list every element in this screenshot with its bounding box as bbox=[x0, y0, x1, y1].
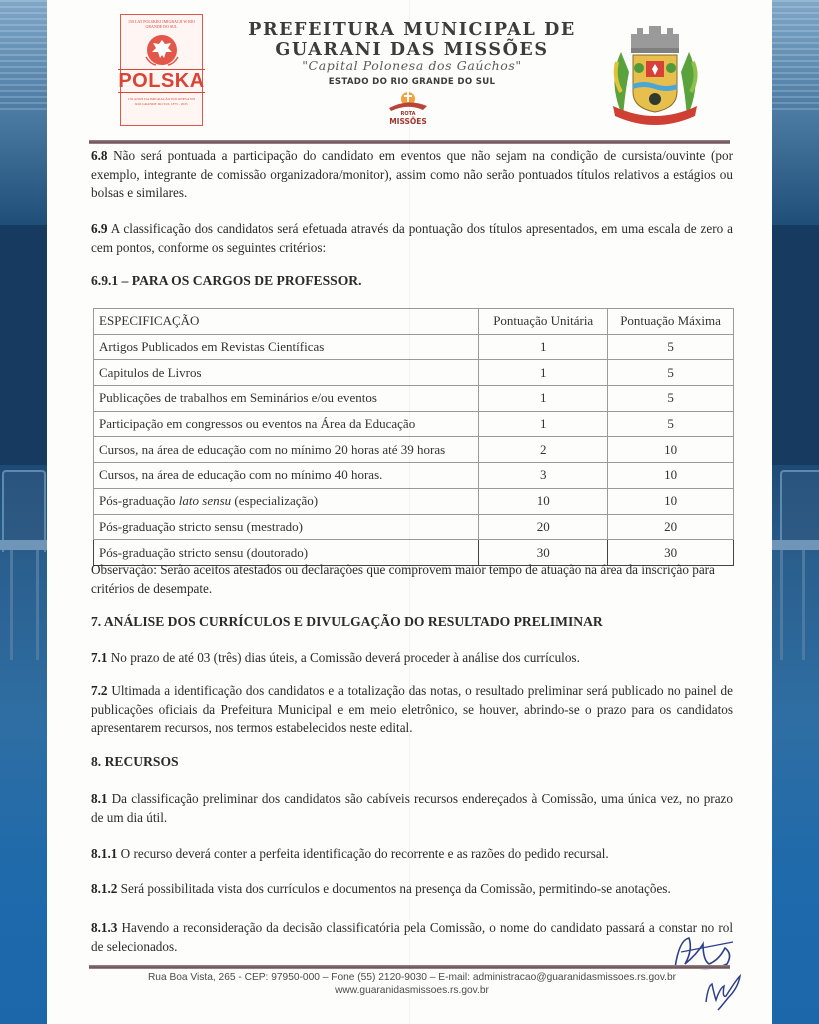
paragraph-text: A classificação dos candidatos será efetuada através da pontuação dos títulos apresentados, em uma escala de zero a cem pontos, conforme os seguintes critérios: bbox=[91, 221, 734, 255]
heading-8: 8. RECURSOS bbox=[91, 754, 179, 769]
paragraph-8-1-2 bbox=[91, 880, 733, 899]
cell-max-points: 5 bbox=[608, 360, 734, 386]
municipality-motto: "Capital Polonesa dos Gaúchos" bbox=[302, 58, 522, 73]
cell-specification: Cursos, na área de educação com no mínimo 20 horas até 39 horas bbox=[94, 437, 479, 463]
cell-unit-points: 20 bbox=[479, 514, 608, 540]
cell-specification: Publicações de trabalhos em Seminários e/ou eventos bbox=[94, 386, 479, 412]
paragraph-text: Havendo a reconsideração da decisão classificatória pela Comissão, o nome do candidato passará a constar no rol de selecionados. bbox=[91, 920, 733, 954]
cell-specification: Participação em congressos ou eventos na Área da Educação bbox=[94, 411, 479, 437]
paragraph-text: Será possibilitada vista dos currículos e documentos na presença da Comissão, permitindo-se anotações. bbox=[120, 881, 671, 896]
state-name: ESTADO DO RIO GRANDE DO SUL bbox=[328, 77, 496, 87]
paragraph-number: 6.9 bbox=[91, 221, 108, 236]
cell-unit-points: 3 bbox=[479, 463, 608, 489]
rota-missoes-icon bbox=[383, 90, 433, 112]
cell-specification: Capitulos de Livros bbox=[94, 360, 479, 386]
document-page bbox=[47, 0, 772, 1024]
paragraph-number: 7.2 bbox=[91, 683, 108, 698]
cell-unit-points: 1 bbox=[479, 411, 608, 437]
cell-max-points: 10 bbox=[608, 437, 734, 463]
desk-leg-decoration bbox=[36, 550, 39, 660]
cell-specification: Pós-graduação stricto sensu (doutorado) bbox=[94, 540, 479, 566]
heading-6-9-1: 6.9.1 – PARA OS CARGOS DE PROFESSOR. bbox=[91, 273, 362, 288]
polska-logo-bottom-text: 150 ANOS DA IMIGRAÇÃO POLONESA NO RIO GRANDE DO SUL 1875 - 2025 bbox=[127, 97, 196, 106]
polska-logo-top-text: 150 LAT POLSKIEJ IMIGRACJI W RIO GRANDE DO SUL bbox=[127, 19, 195, 29]
footer-address: Rua Boa Vista, 265 - CEP: 97950-000 – Fone (55) 2120-9030 – E-mail: administracao@guaranidasmissoes.rs.gov.br bbox=[147, 972, 677, 983]
rota-missoes-logo bbox=[383, 90, 433, 130]
heading-7: 7. ANÁLISE DOS CURRÍCULOS E DIVULGAÇÃO DO RESULTADO PRELIMINAR bbox=[91, 614, 603, 629]
cell-specification: Cursos, na área de educação com no mínimo 40 horas. bbox=[94, 463, 479, 489]
cell-unit-points: 1 bbox=[479, 334, 608, 360]
table-row bbox=[94, 437, 734, 463]
paragraph-number: 8.1 bbox=[91, 791, 108, 806]
table-row bbox=[94, 488, 734, 514]
background-right-panel bbox=[772, 0, 819, 1024]
paragraph-number: 6.8 bbox=[91, 148, 108, 163]
cell-specification: Pós-graduação stricto sensu (mestrado) bbox=[94, 514, 479, 540]
cell-unit-points: 2 bbox=[479, 437, 608, 463]
desk-decoration bbox=[0, 540, 47, 550]
paragraph-text: Da classificação preliminar dos candidatos são cabíveis recursos endereçados à Comissão, uma única vez, no prazo de um dia útil. bbox=[91, 791, 733, 825]
cell-specification bbox=[94, 488, 479, 514]
spec-italic: lato sensu bbox=[178, 493, 232, 509]
cell-max-points: 5 bbox=[608, 411, 734, 437]
cell-max-points: 10 bbox=[608, 488, 734, 514]
blackboard-decoration bbox=[772, 225, 819, 465]
column-header-specification: ESPECIFICAÇÃO bbox=[94, 309, 479, 335]
title-line-2: GUARANI DAS MISSÕES bbox=[275, 40, 549, 60]
cell-max-points: 20 bbox=[608, 514, 734, 540]
column-header-max-points: Pontuação Máxima bbox=[608, 309, 734, 335]
paragraph-number: 8.1.1 bbox=[91, 846, 118, 861]
desk-leg-decoration bbox=[10, 550, 13, 660]
paragraph-number: 8.1.3 bbox=[91, 920, 118, 935]
footer-divider bbox=[89, 965, 730, 969]
cell-max-points: 10 bbox=[608, 463, 734, 489]
criteria-table bbox=[93, 308, 734, 566]
paragraph-number: 7.1 bbox=[91, 650, 108, 665]
table-row bbox=[94, 360, 734, 386]
paragraph-6-9 bbox=[91, 220, 733, 257]
cell-unit-points: 1 bbox=[479, 386, 608, 412]
desk-leg-decoration bbox=[802, 550, 805, 660]
paragraph-8-1-3 bbox=[91, 919, 733, 956]
paragraph-text: O recurso deverá conter a perfeita identificação do recorrente e as razões do pedido recursal. bbox=[120, 846, 609, 861]
title-line-1: PREFEITURA MUNICIPAL DE bbox=[248, 20, 576, 40]
paragraph-7-2 bbox=[91, 682, 733, 738]
paragraph-7-1 bbox=[91, 649, 733, 668]
coat-of-arms-icon bbox=[603, 22, 707, 130]
background-left-panel bbox=[0, 0, 47, 1024]
table-row bbox=[94, 411, 734, 437]
cell-unit-points: 1 bbox=[479, 360, 608, 386]
rota-logo-line-1: ROTA bbox=[400, 111, 416, 117]
header-divider bbox=[89, 140, 730, 144]
cell-unit-points: 30 bbox=[479, 540, 608, 566]
cell-unit-points: 10 bbox=[479, 488, 608, 514]
observation-note: Observação: Serão aceitos atestados ou declarações que comprovem maior tempo de atuação na área da inscrição para critérios de desempate. bbox=[91, 562, 715, 596]
polska-logo-word: POLSKA bbox=[118, 70, 205, 92]
rota-logo-line-2: MISSÕES bbox=[389, 117, 427, 126]
paragraph-text: No prazo de até 03 (três) dias úteis, a Comissão deverá proceder à análise dos currículos. bbox=[110, 650, 580, 665]
column-header-unit-points: Pontuação Unitária bbox=[479, 309, 608, 335]
polska-logo bbox=[120, 14, 203, 126]
cell-max-points: 5 bbox=[608, 386, 734, 412]
polish-eagle-icon bbox=[144, 33, 180, 67]
paragraph-8-1 bbox=[91, 790, 733, 827]
spec-prefix: Pós-graduação bbox=[99, 493, 179, 509]
desk-leg-decoration bbox=[780, 550, 783, 660]
table-row bbox=[94, 386, 734, 412]
table-row bbox=[94, 334, 734, 360]
paragraph-8-1-1 bbox=[91, 845, 733, 864]
municipality-title bbox=[217, 20, 607, 60]
cell-max-points: 30 bbox=[608, 540, 734, 566]
initials-mark-icon bbox=[702, 972, 747, 1012]
paragraph-text: Não será pontuada a participação do candidato em eventos que não sejam na condição de cursista/ouvinte (por exemplo, integrante de comissão organizadora/monitor), assim como não serão pontuados títulos relativos a estágios ou bolsas e similares. bbox=[91, 148, 733, 200]
blackboard-decoration bbox=[0, 225, 47, 465]
cell-max-points: 5 bbox=[608, 334, 734, 360]
footer-website: www.guaranidasmissoes.rs.gov.br bbox=[335, 985, 489, 996]
cell-specification: Artigos Publicados em Revistas Científicas bbox=[94, 334, 479, 360]
paragraph-6-8 bbox=[91, 147, 733, 203]
paragraph-text: Ultimada a identificação dos candidatos e a totalização das notas, o resultado preliminar será publicado no painel de publicações oficiais da Prefeitura Municipal e em meio eletrônico, se houver, abrindo-se o prazo para os candidatos apresentarem recursos, nos termos estabelecidos neste edital. bbox=[91, 683, 734, 735]
table-row bbox=[94, 514, 734, 540]
table-header-row bbox=[94, 309, 734, 335]
ceiling-decoration bbox=[772, 0, 819, 110]
paragraph-number: 8.1.2 bbox=[91, 881, 118, 896]
spec-suffix: (especialização) bbox=[231, 493, 319, 509]
ceiling-decoration bbox=[0, 0, 47, 110]
table-row bbox=[94, 463, 734, 489]
desk-decoration bbox=[772, 540, 819, 550]
